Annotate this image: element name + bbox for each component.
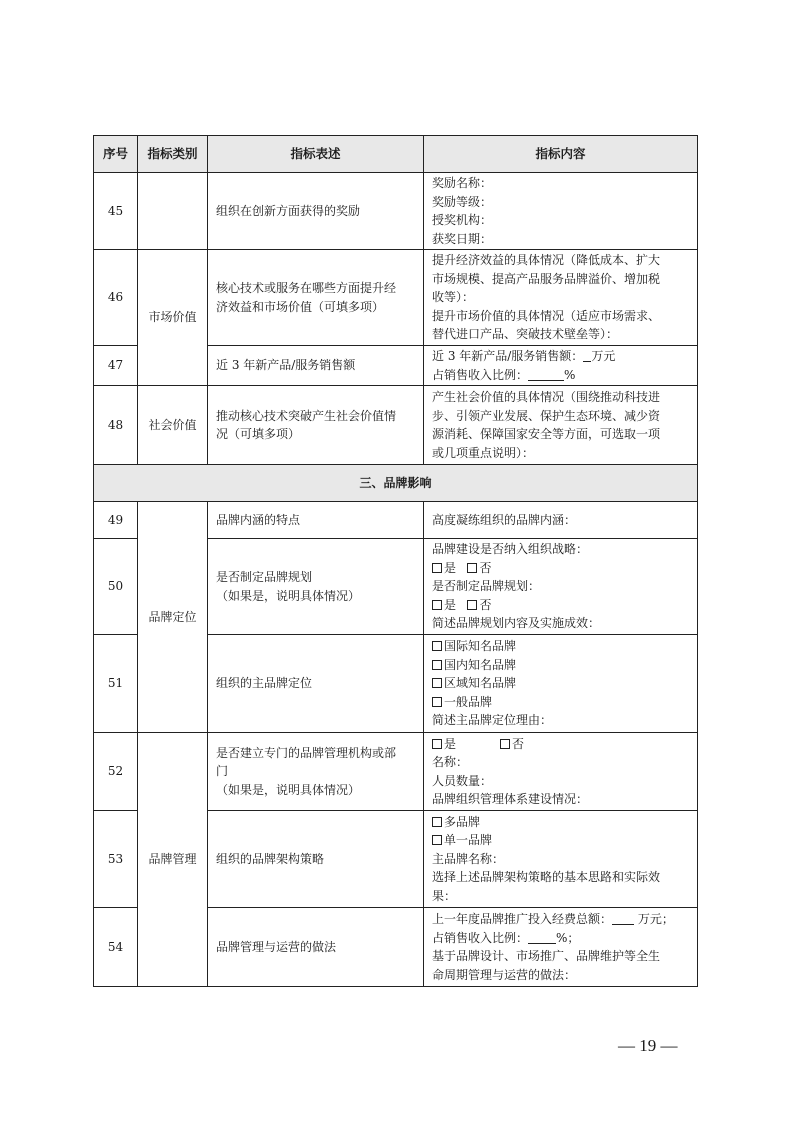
row-number: 47 bbox=[94, 346, 138, 386]
row-number: 48 bbox=[94, 386, 138, 465]
indicator-content: 近 3 年新产品/服务销售额： 万元 占销售收入比例： % bbox=[424, 346, 698, 386]
indicator-content: 品牌建设是否纳入组织战略： 是 否 是否制定品牌规划： 是 否 简述品牌规划内容及实施成效： bbox=[424, 539, 698, 635]
checkbox-no[interactable] bbox=[467, 563, 477, 573]
indicator-content: 多品牌 单一品牌 主品牌名称： 选择上述品牌架构策略的基本思路和实际效 果： bbox=[424, 811, 698, 908]
checkbox-yes[interactable] bbox=[432, 563, 442, 573]
checkbox-single-brand[interactable] bbox=[432, 835, 442, 845]
category-cell: 品牌定位 bbox=[138, 502, 208, 733]
category-cell bbox=[138, 173, 208, 250]
row-number: 52 bbox=[94, 733, 138, 811]
indicator-description: 品牌管理与运营的做法 bbox=[208, 908, 424, 987]
header-content: 指标内容 bbox=[424, 136, 698, 173]
indicator-table bbox=[93, 135, 698, 987]
checkbox-no[interactable] bbox=[467, 600, 477, 610]
table-row bbox=[94, 250, 698, 346]
indicator-content: 是 否 名称： 人员数量： 品牌组织管理体系建设情况： bbox=[424, 733, 698, 811]
indicator-content: 产生社会价值的具体情况（围绕推动科技进 步、引领产业发展、保护生态环境、减少资 源消耗、保障国家安全等方面，可选取一项 或几项重点说明）： bbox=[424, 386, 698, 465]
indicator-content: 奖励名称： 奖励等级： 授奖机构： 获奖日期： bbox=[424, 173, 698, 250]
category-cell: 品牌管理 bbox=[138, 733, 208, 987]
row-number: 46 bbox=[94, 250, 138, 346]
checkbox-yes[interactable] bbox=[432, 739, 442, 749]
checkbox-general[interactable] bbox=[432, 697, 442, 707]
category-cell: 市场价值 bbox=[138, 250, 208, 386]
category-cell: 社会价值 bbox=[138, 386, 208, 465]
section-title: 三、品牌影响 bbox=[94, 465, 698, 502]
row-number: 54 bbox=[94, 908, 138, 987]
indicator-content: 国际知名品牌 国内知名品牌 区域知名品牌 一般品牌 简述主品牌定位理由： bbox=[424, 635, 698, 733]
indicator-description: 是否建立专门的品牌管理机构或部 门 （如果是，说明具体情况） bbox=[208, 733, 424, 811]
row-number: 51 bbox=[94, 635, 138, 733]
indicator-description: 组织的品牌架构策略 bbox=[208, 811, 424, 908]
indicator-description: 推动核心技术突破产生社会价值情 况（可填多项） bbox=[208, 386, 424, 465]
page-number: — 19 — bbox=[618, 1036, 678, 1055]
table-row bbox=[94, 173, 698, 250]
table-row bbox=[94, 502, 698, 539]
header-description: 指标表述 bbox=[208, 136, 424, 173]
indicator-description: 核心技术或服务在哪些方面提升经 济效益和市场价值（可填多项） bbox=[208, 250, 424, 346]
checkbox-domestic[interactable] bbox=[432, 660, 442, 670]
indicator-content: 提升经济效益的具体情况（降低成本、扩大 市场规模、提高产品服务品牌溢价、增加税 收等）： 提升市场价值的具体情况（适应市场需求、 替代进口产品、突破技术壁垒等）： bbox=[424, 250, 698, 346]
indicator-description: 品牌内涵的特点 bbox=[208, 502, 424, 539]
row-number: 53 bbox=[94, 811, 138, 908]
checkbox-multi-brand[interactable] bbox=[432, 817, 442, 827]
section-row bbox=[94, 465, 698, 502]
indicator-description: 组织在创新方面获得的奖励 bbox=[208, 173, 424, 250]
checkbox-regional[interactable] bbox=[432, 678, 442, 688]
table-header-row bbox=[94, 136, 698, 173]
header-no: 序号 bbox=[94, 136, 138, 173]
indicator-content: 高度凝练组织的品牌内涵： bbox=[424, 502, 698, 539]
table-row bbox=[94, 386, 698, 465]
indicator-content: 上一年度品牌推广投入经费总额： 万元； 占销售收入比例： %； 基于品牌设计、市场推广、品牌维护等全生 命周期管理与运营的做法： bbox=[424, 908, 698, 987]
row-number: 49 bbox=[94, 502, 138, 539]
checkbox-no[interactable] bbox=[500, 739, 510, 749]
row-number: 45 bbox=[94, 173, 138, 250]
indicator-description: 是否制定品牌规划 （如果是，说明具体情况） bbox=[208, 539, 424, 635]
header-category: 指标类别 bbox=[138, 136, 208, 173]
table-row bbox=[94, 733, 698, 811]
indicator-description: 组织的主品牌定位 bbox=[208, 635, 424, 733]
indicator-description: 近 3 年新产品/服务销售额 bbox=[208, 346, 424, 386]
row-number: 50 bbox=[94, 539, 138, 635]
checkbox-yes[interactable] bbox=[432, 600, 442, 610]
checkbox-international[interactable] bbox=[432, 641, 442, 651]
